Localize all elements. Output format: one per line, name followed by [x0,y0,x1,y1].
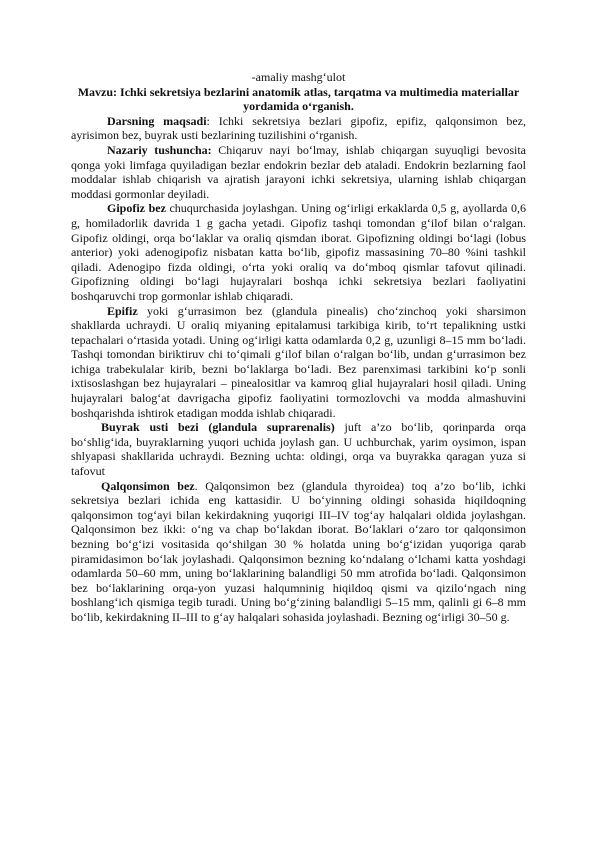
paragraph-pituitary [71,201,526,303]
term-theory: Nazariy tushuncha: [107,142,212,157]
text-adrenal: juft a’zo bo‘lib, qorinparda orqa bo‘shlig‘ida, buyraklarning yuqori uchida joylash gan. U uchburchak, yarim oysimon, ispan shlyapasi shakllarida uchraydi. Bezning uchta: oldingi, orqa va buyrakka qaragan yuza si tafovut [71,420,526,479]
paragraph-adrenal [71,420,526,478]
text-objective: : Ichki sekretsiya bezlari gipofiz, epifiz, qalqonsimon bez, ayrisimon bez, buyrak usti bezlarining tuzilishini o‘rganish. [71,113,526,143]
term-adrenal: Buyrak usti bezi (glandula suprarenalis) [101,420,335,435]
lesson-header: -amaliy mashg‘ulot [251,70,346,84]
paragraph-theory [71,143,526,201]
paragraph-objective [71,114,526,143]
topic-title: Mavzu: Ichki sekretsiya bezlarini anatomik atlas, tarqatma va multimedia materiallar yordamida o‘rganish. [77,84,520,114]
text-pineal: yoki g‘urrasimon bez (glandula pinealis) cho‘zinchoq yoki sharsimon shakllarda uchraydi. U oraliq miyaning epitalamusi tarkibiga kirib, to‘rt tepalikning ustki tepachalari o‘rtasida yotadi. Uning og‘irligi katta odamlarda 0,2 g, uzunligi 8–15 mm bo‘ladi. Tashqi tomondan biriktiruv chi to‘qimali g‘ilof bilan o‘ralgan bo‘lib, undan g‘urrasimon bez ichiga trabekulalar kirib, bezni bo‘laklarga bo‘ladi. Bez parenximasi tarkibini ko‘p sonli ixtisoslashgan bez hujayralari – pinealositlar va kamroq glial hujayralari hosil qiladi. Uning hujayralari balog‘at davrigacha gipofiz faoliyatini tormozlovchi va modda almashuvini boshqarishda ishtirok etadigan modda ishlab chiqaradi. [71,303,526,420]
paragraph-thyroid [71,479,526,625]
document-page [71,70,526,625]
term-pineal: Epifiz [107,303,138,318]
paragraph-pineal [71,304,526,421]
text-theory: Chiqaruv nayi bo‘lmay, ishlab chiqargan suyuqligi bevosita qonga yoki limfaga quyiladigan bezlar endokrin bezlar deb ataladi. Endokrin bezlarning faol moddalar ishlab chiqarish va ajratish jarayoni ichki sekretsiya, ularning ishlab chiqargan moddasi gormonlar deyiladi. [71,142,526,201]
text-pituitary: chuqurchasida joylashgan. Uning og‘irligi erkaklarda 0,5 g, ayollarda 0,6 g, homiladorlik davrida 1 g gacha yetadi. Gipofiz tashqi tomondan g‘ilof bilan o‘ralgan. Gipofiz oldingi, orqa bo‘laklar va oraliq qismdan iborat. Gipofizning oldingi bo‘lagi (lobus anterior) yoki adenogipofiz nisbatan katta bo‘lib, gipofiz massasining 70–80 %ini tashkil qiladi. Adenogipo fizda oldingi, o‘rta yoki oraliq va do‘mboq qismlar tafovut qilinadi. Gipofizning oldingi bo‘lagi hujayralari boshqa ichki sekretsiya bezlari faoliyatini boshqaruvchi trop gormonlar ishlab chiqaradi. [71,201,526,303]
term-pituitary: Gipofiz bez [107,201,166,216]
text-thyroid: . Qalqonsimon bez (glandula thyroidea) toq a’zo bo‘lib, ichki sekretsiya bezlari ichida eng kattasidir. U bo‘yinning oldingi sohasida hiqildoqning qalqonsimon tog‘ayi bilan kekirdakning yuqorigi III–IV tog‘ay halqalari oldida joylashgan. Qalqonsimon bez ikki: o‘ng va chap bo‘lakdan iborat. Bo‘laklari o‘zaro tor qalqonsimon bezning bo‘g‘izi vositasida qo‘shilgan 30 % holatda uning bo‘g‘izidan yuqoriga qarab piramidasimon bo‘lak joylashadi. Qalqonsimon bezning ko‘ndalang o‘lchami katta yoshdagi odamlarda 50–60 mm, uning bo‘laklarining balandligi 50 mm atrofida bo‘ladi. Qalqonsimon bez bo‘laklarining orqa-yon yuzasi halqumninig hiqildoq qismi va qizilo‘ngach ning boshlang‘ich qismiga tegib turadi. Uning bo‘g‘zining balandligi 5–15 mm, qalinli gi 6–8 mm bo‘lib, kekirdakning II–III to g‘ay halqalari sohasida joylashadi. Bezning og‘irligi 30–50 g. [71,478,527,624]
term-objective: Darsning maqsadi [107,113,207,128]
term-thyroid: Qalqonsimon bez [101,478,195,493]
